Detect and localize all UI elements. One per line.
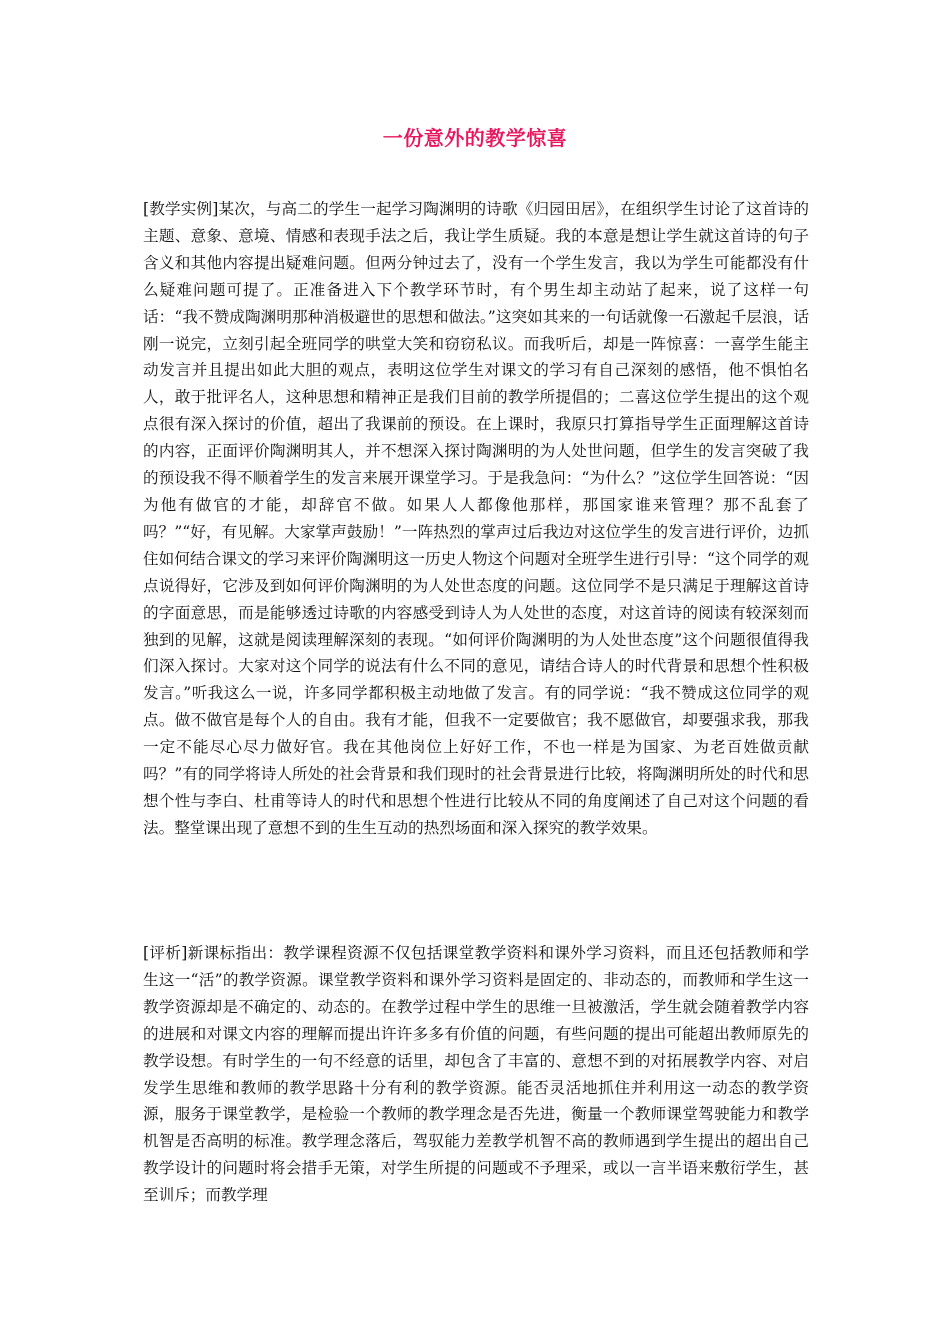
paragraph-analysis: [评析]新课标指出：教学课程资源不仅包括课堂教学资料和课外学习资料，而且还包括教师和学生这一“活”的教学资源。课堂教学资料和课外学习资料是固定的、非动态的，而教师和学生这一教学资源却是不确定的、动态的。在教学过程中学生的思维一旦被激活，学生就会随着教学内容的进展和对课文内容的理解而提出许许多多有价值的问题，有些问题的提出可能超出教师原先的教学设想。有时学生的一句不经意的话里，却包含了丰富的、意想不到的对拓展教学内容、对启发学生思维和教师的教学思路十分有利的教学资源。能否灵活地抓住并利用这一动态的教学资源，服务于课堂教学，是检验一个教师的教学理念是否先进，衡量一个教师课堂驾驶能力和教学机智是否高明的标准。教学理念落后，驾驭能力差教学机智不高的教师遇到学生提出的超出自己教学设计的问题时将会措手无策，对学生所提的问题或不予理采，或以一言半语来敷衍学生，甚至训斥；而教学理 — [143, 944, 809, 1205]
paragraph-teaching-example: [教学实例]某次，与高二的学生一起学习陶渊明的诗歌《归园田居》，在组织学生讨论了这首诗的主题、意象、意境、情感和表现手法之后，我让学生质疑。我的本意是想让学生就这首诗的句子含义和其他内容提出疑难问题。但两分钟过去了，没有一个学生发言，我以为学生可能都没有什么疑难问题可提了。正准备进入下个教学环节时，有个男生却主动站了起来，说了这样一句话：“我不赞成陶渊明那种消极避世的思想和做法。”这突如其来的一句话就像一石激起千层浪，话刚一说完，立刻引起全班同学的哄堂大笑和窃窃私议。而我听后，却是一阵惊喜：一喜学生能主动发言并且提出如此大胆的观点，表明这位学生对课文的学习有自己深刻的感悟，他不惧怕名人，敢于批评名人，这种思想和精神正是我们目前的教学所提倡的；二喜这位学生提出的这个观点很有深入探讨的价值，超出了我课前的预设。在上课时，我原只打算指导学生正面理解这首诗的内容，正面评价陶渊明其人，并不想深入探讨陶渊明的为人处世问题，但学生的发言突破了我的预设我不得不顺着学生的发言来展开课堂学习。于是我急问：“为什么？”这位学生回答说：“因为他有做官的才能，却辞官不做。如果人人都像他那样，那国家谁来管理？那不乱套了吗？”“好，有见解。大家掌声鼓励！”一阵热烈的掌声过后我边对这位学生的发言进行评价，边抓住如何结合课文的学习来评价陶渊明这一历史人物这个问题对全班学生进行引导：“这个同学的观点说得好，它涉及到如何评价陶渊明的为人处世态度的问题。这位同学不是只满足于理解这首诗的字面意思，而是能够透过诗歌的内容感受到诗人为人处世的态度，对这首诗的阅读有较深刻而独到的见解，这就是阅读理解深刻的表现。“如何评价陶渊明的为人处世态度”这个问题很值得我们深入探讨。大家对这个同学的说法有什么不同的意见，请结合诗人的时代背景和思想个性积极发言。”听我这么一说，许多同学都积极主动地做了发言。有的同学说：“我不赞成这位同学的观点。做不做官是每个人的自由。我有才能，但我不一定要做官；我不愿做官，却要强求我，那我一定不能尽心尽力做好官。我在其他岗位上好好工作，不也一样是为国家、为老百姓做贡献吗？”有的同学将诗人所处的社会背景和我们现时的社会背景进行比较，将陶渊明所处的时代和思想个性与李白、杜甫等诗人的时代和思想个性进行比较从不同的角度阐述了自己对这个问题的看法。整堂课出现了意想不到的生生互动的热烈场面和深入探究的教学效果。 — [143, 200, 809, 837]
document-title: 一份意外的教学惊喜 — [382, 126, 568, 150]
